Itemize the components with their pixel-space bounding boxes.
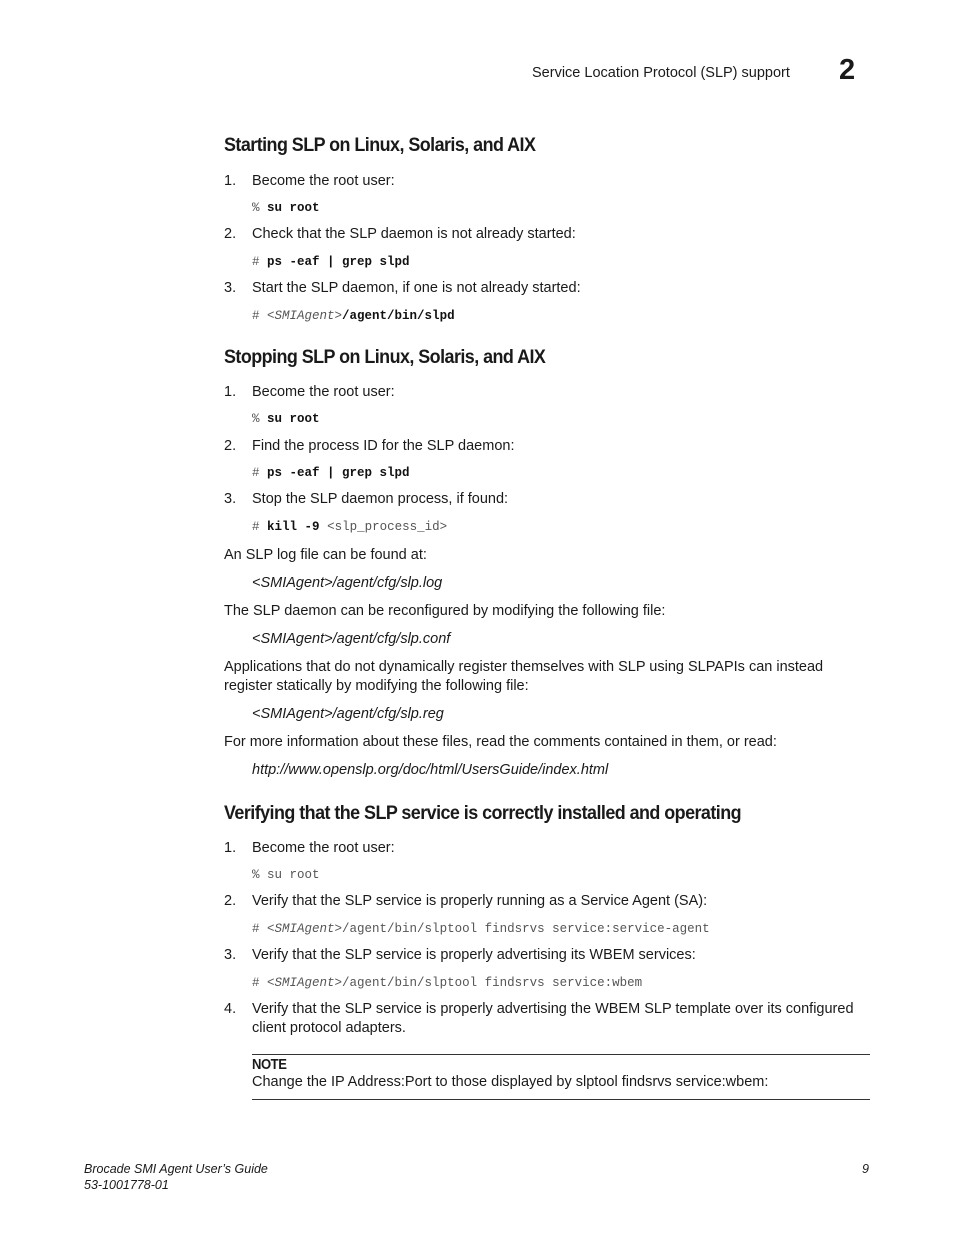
file-path-log: <SMIAgent>/agent/cfg/slp.log (252, 575, 443, 591)
running-header-title: Service Location Protocol (SLP) support (532, 65, 790, 81)
code-line (252, 309, 455, 323)
step-number: 1. (224, 173, 237, 189)
code-command: /agent/bin/slptool findsrvs service:service-agent (342, 922, 710, 936)
step-text: Check that the SLP daemon is not already started: (252, 226, 576, 242)
note-top-rule (252, 1054, 870, 1055)
step-number: 2. (224, 438, 237, 454)
code-line (252, 255, 410, 269)
code-prompt: % (252, 412, 260, 426)
chapter-number: 2 (839, 54, 856, 86)
code-command: /agent/bin/slpd (342, 309, 455, 323)
code-prompt: % (252, 201, 260, 215)
code-argument: <slp_process_id> (327, 520, 448, 534)
code-command: su root (267, 201, 320, 215)
paragraph-more-info: For more information about these files, read the comments contained in them, or read: (224, 734, 777, 750)
code-variable: <SMIAgent> (267, 976, 343, 990)
step-number: 3. (224, 491, 237, 507)
section-heading-starting: Starting SLP on Linux, Solaris, and AIX (224, 134, 536, 156)
paragraph-log-intro: An SLP log file can be found at: (224, 547, 427, 563)
code-prompt: # (252, 520, 260, 534)
step-number: 4. (224, 1001, 237, 1017)
code-line (252, 201, 320, 215)
code-prompt: # (252, 309, 260, 323)
step-text: Become the root user: (252, 384, 395, 400)
step-number: 2. (224, 893, 237, 909)
step-text: Start the SLP daemon, if one is not already started: (252, 280, 581, 296)
step-text: Become the root user: (252, 173, 395, 189)
step-text-line1: Verify that the SLP service is properly advertising the WBEM SLP template over its configured (252, 1001, 854, 1017)
step-text: Verify that the SLP service is properly running as a Service Agent (SA): (252, 893, 708, 909)
paragraph-conf-intro: The SLP daemon can be reconfigured by modifying the following file: (224, 603, 666, 619)
paragraph-reg-intro-line1: Applications that do not dynamically register themselves with SLP using SLPAPIs can instead (224, 659, 824, 675)
file-path-reg: <SMIAgent>/agent/cfg/slp.reg (252, 706, 444, 722)
note-bottom-rule (252, 1099, 870, 1100)
code-command: ps -eaf | grep slpd (267, 466, 410, 480)
step-number: 3. (224, 947, 237, 963)
code-line (252, 976, 642, 990)
code-command: su root (267, 412, 320, 426)
paragraph-reg-intro-line2: register statically by modifying the following file: (224, 678, 529, 694)
code-command: ps -eaf | grep slpd (267, 255, 410, 269)
step-number: 1. (224, 840, 237, 856)
code-line (252, 520, 447, 534)
footer-doc-title: Brocade SMI Agent User’s Guide (84, 1162, 268, 1176)
section-heading-stopping: Stopping SLP on Linux, Solaris, and AIX (224, 346, 546, 368)
footer-page-number: 9 (862, 1162, 869, 1176)
code-command: kill -9 (267, 520, 320, 534)
code-line (252, 922, 710, 936)
footer-doc-number: 53-1001778-01 (84, 1178, 169, 1192)
note-text: Change the IP Address:Port to those displayed by slptool findsrvs service:wbem: (252, 1074, 769, 1090)
code-line (252, 466, 410, 480)
code-command: /agent/bin/slptool findsrvs service:wbem (342, 976, 643, 990)
step-text: Stop the SLP daemon process, if found: (252, 491, 509, 507)
reference-url: http://www.openslp.org/doc/html/UsersGuide/index.html (252, 762, 609, 778)
section-heading-verifying: Verifying that the SLP service is correctly installed and operating (224, 802, 742, 824)
step-number: 2. (224, 226, 237, 242)
code-prompt: # (252, 976, 260, 990)
code-prompt: # (252, 466, 260, 480)
code-line (252, 412, 320, 426)
step-number: 3. (224, 280, 237, 296)
file-path-conf: <SMIAgent>/agent/cfg/slp.conf (252, 631, 451, 647)
code-prompt: # (252, 255, 260, 269)
step-text: Find the process ID for the SLP daemon: (252, 438, 515, 454)
step-text: Verify that the SLP service is properly advertising its WBEM services: (252, 947, 696, 963)
step-text-line2: client protocol adapters. (252, 1020, 406, 1036)
step-number: 1. (224, 384, 237, 400)
code-variable: <SMIAgent> (267, 922, 343, 936)
code-line: % su root (252, 868, 320, 882)
note-label: NOTE (252, 1057, 287, 1073)
code-prompt: # (252, 922, 260, 936)
step-text: Become the root user: (252, 840, 395, 856)
code-variable: <SMIAgent> (267, 309, 343, 323)
